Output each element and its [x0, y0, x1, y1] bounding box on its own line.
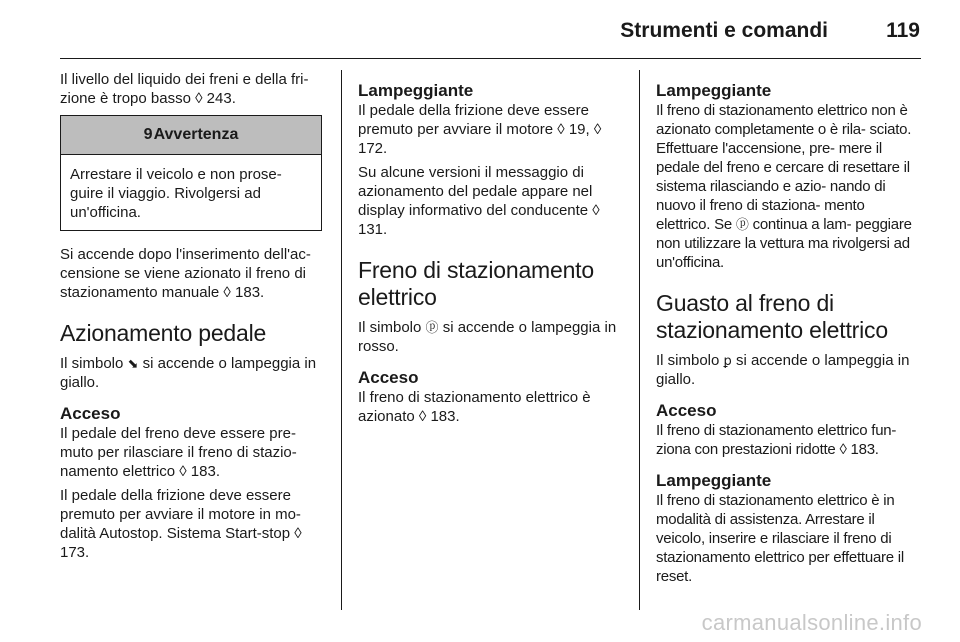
- manual-brake-paragraph: Si accende dopo l'inserimento dell'ac- censione se viene azionato il freno di stazionamento manuale ◊ 183.: [60, 246, 311, 301]
- section-title-epb: Freno di stazionamento elettrico: [358, 257, 594, 310]
- parking-brake-icon: ⓟ: [735, 217, 749, 232]
- subheading-acceso-2: Acceso: [358, 368, 419, 387]
- watermark: carmanualsonline.info: [701, 610, 922, 635]
- column-divider-2: [639, 70, 640, 610]
- column-divider-1: [341, 70, 342, 610]
- subheading-lampeggiante-1: Lampeggiante: [358, 81, 474, 100]
- warning-icon: 9: [143, 126, 153, 143]
- epb-flashing-pre: Il freno di stazionamento elettrico non è azionato completamente o è rila- sciato. Effettuare l'accensione, pre- mere il pedale del freno e cercare di resettare il sistema rilasciando e azio- nando di nuovo il freno di staziona- mento elettrico. Se: [656, 102, 912, 233]
- epb-flashing-post: continua a lam- peggiare non utilizzare la vettura ma rivolgersi ad un'officina.: [656, 216, 912, 271]
- epb-flashing-paragraph: [656, 101, 922, 272]
- section-title-pedal: Azionamento pedale: [60, 320, 267, 346]
- epb-service-paragraph: Il freno di stazionamento elettrico è in modalità di assistenza. Arrestare il veicolo, inserire e rilasciare il freno di stazionamento elettrico per effettuare il reset.: [656, 492, 904, 585]
- pedal-intro-post: si accende o lampeggia in giallo.: [60, 355, 317, 391]
- pedal-intro: [60, 354, 322, 392]
- epb-fault-intro-pre: Il simbolo: [656, 352, 720, 369]
- brake-pedal-paragraph: Il pedale del freno deve essere pre- muto per rilasciare il freno di stazio- namento elettrico ◊ 183.: [60, 425, 297, 480]
- pedal-intro-pre: Il simbolo: [60, 355, 124, 372]
- pedal-symbol-icon: ⬊: [127, 356, 139, 371]
- epb-fault-icon: ꝑ: [723, 353, 732, 368]
- warning-title: Avvertenza: [153, 126, 239, 143]
- subheading-lampeggiante-3: Lampeggiante: [656, 471, 772, 490]
- warning-text: Arrestare il veicolo e non prose- guire il viaggio. Rivolgersi ad un'officina.: [70, 166, 282, 221]
- column-2: [358, 70, 620, 431]
- epb-fault-intro: [656, 351, 922, 389]
- column-3: [656, 70, 922, 591]
- epb-intro-post: si accende o lampeggia in rosso.: [358, 319, 617, 355]
- column-1: [60, 70, 322, 567]
- warning-header: [61, 116, 321, 155]
- clutch-start-paragraph: Il pedale della frizione deve essere premuto per avviare il motore ◊ 19, ◊ 172.: [358, 102, 602, 157]
- epb-reduced-paragraph: Il freno di stazionamento elettrico fun- ziona con prestazioni ridotte ◊ 183.: [656, 422, 897, 458]
- epb-fault-intro-post: si accende o lampeggia in giallo.: [656, 352, 910, 388]
- epb-intro-pre: Il simbolo: [358, 319, 422, 336]
- clutch-pedal-paragraph: Il pedale della frizione deve essere premuto per avviare il motore in mo- dalità Autostop. Sistema Start-stop ◊ 173.: [60, 487, 302, 561]
- page-number: 119: [886, 19, 920, 42]
- subheading-acceso-3: Acceso: [656, 401, 717, 420]
- warning-body: [61, 155, 321, 230]
- brake-fluid-paragraph: Il livello del liquido dei freni e della fri- zione è tropo basso ◊ 243.: [60, 71, 309, 107]
- display-message-paragraph: Su alcune versioni il messaggio di azionamento del pedale appare nel display informativo del conducente ◊ 131.: [358, 164, 600, 238]
- warning-box: [60, 115, 322, 231]
- header-title: Strumenti e comandi: [620, 19, 828, 42]
- subheading-lampeggiante-2: Lampeggiante: [656, 81, 772, 100]
- epb-on-paragraph: Il freno di stazionamento elettrico è azionato ◊ 183.: [358, 389, 591, 425]
- section-title-epb-fault: Guasto al freno di stazionamento elettrico: [656, 290, 888, 343]
- epb-intro: [358, 318, 620, 356]
- parking-brake-icon: ⓟ: [425, 320, 439, 335]
- subheading-acceso-1: Acceso: [60, 404, 121, 423]
- header-rule: [60, 58, 921, 59]
